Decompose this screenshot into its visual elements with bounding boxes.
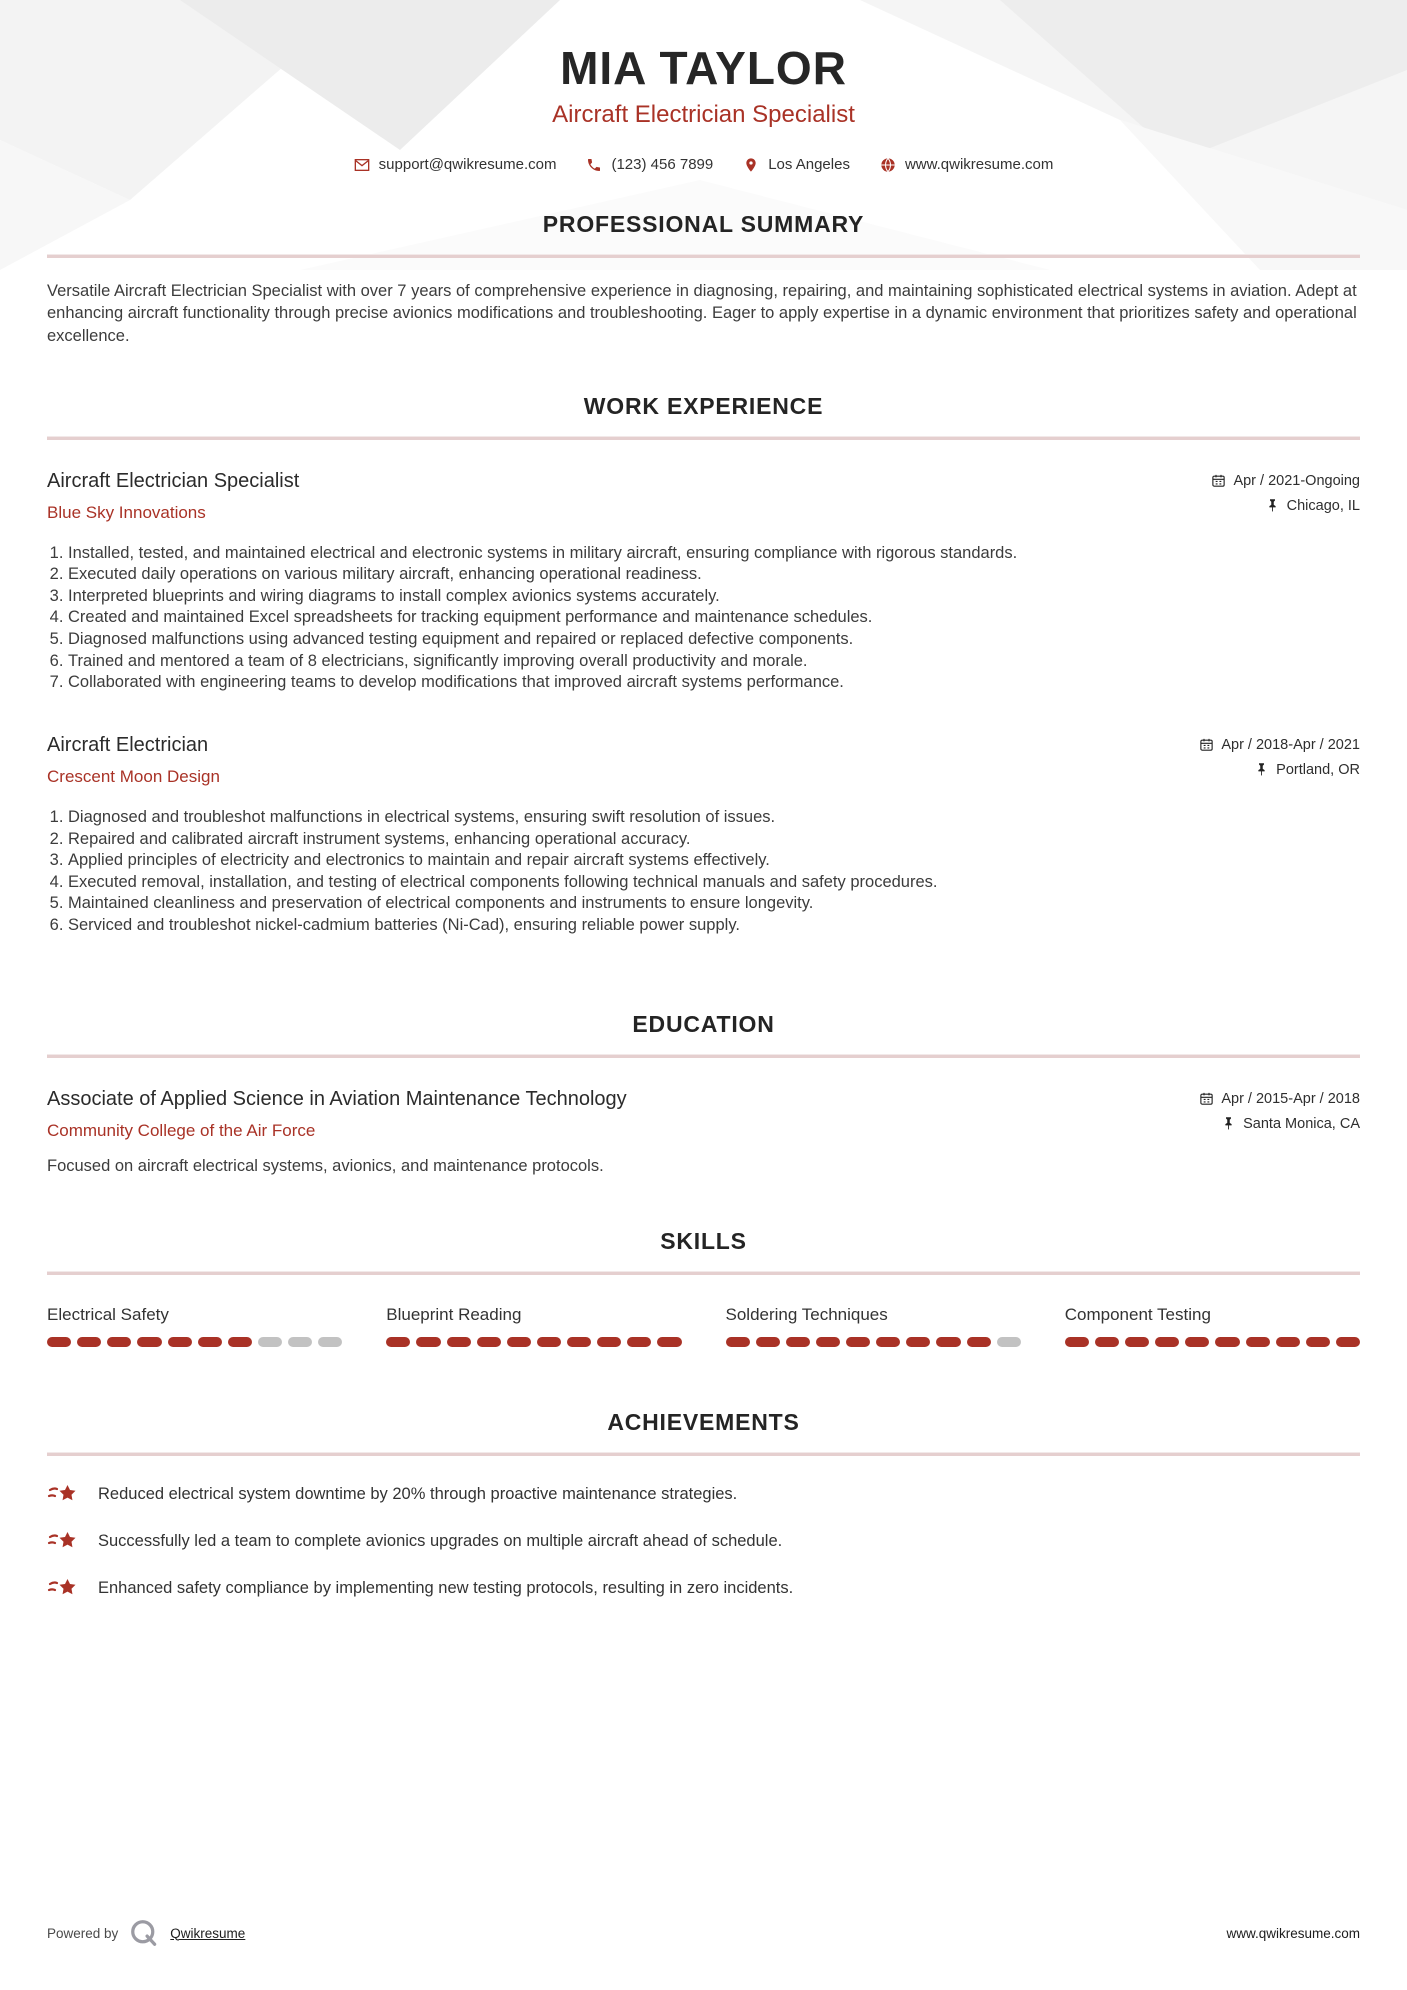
education-entry: [47, 1088, 1360, 1176]
page-footer: [47, 1918, 1360, 1948]
skill-segment-filled: [627, 1337, 651, 1347]
job-1-meta: [1211, 470, 1360, 514]
map-marker-icon: [743, 157, 759, 173]
contact-location: [743, 156, 850, 173]
qwikresume-link[interactable]: Qwikresume: [170, 1925, 246, 1941]
job-location: [1265, 498, 1360, 514]
skill-segment-filled: [1125, 1337, 1149, 1347]
resume-header: [47, 0, 1360, 173]
skill-name: Electrical Safety: [47, 1304, 169, 1324]
job-bullet: 2. Repaired and calibrated aircraft instrument systems, enhancing operational accuracy.: [68, 829, 1360, 851]
skill-segment-filled: [756, 1337, 780, 1347]
education-school: Community College of the Air Force: [47, 1120, 316, 1140]
skill-name: Soldering Techniques: [725, 1304, 888, 1324]
achievement-item: [47, 1482, 1360, 1508]
skill-segment-empty: [288, 1337, 312, 1347]
skill-level-bar: [1065, 1337, 1360, 1347]
skill-segment-filled: [447, 1337, 471, 1347]
contact-phone: [586, 156, 713, 173]
shooting-star-icon: [47, 1529, 79, 1555]
skill-segment-filled: [198, 1337, 222, 1347]
work-heading: WORK EXPERIENCE: [583, 392, 824, 419]
job-entry-1: [47, 470, 1360, 694]
education-dates-text: Apr / 2015-Apr / 2018: [1221, 1090, 1360, 1107]
job-bullet: 6. Trained and mentored a team of 8 electricians, significantly improving overall productivity and morale.: [68, 651, 1360, 673]
skill-segment-filled: [1065, 1337, 1089, 1347]
skill-item-electrical-safety: [47, 1305, 342, 1347]
calendar-icon: [1199, 737, 1214, 752]
skill-segment-filled: [107, 1337, 131, 1347]
contact-email: [354, 156, 557, 173]
job-dates: [1211, 473, 1360, 489]
achievement-item: [47, 1576, 1360, 1602]
job-1-bullets: [47, 543, 1360, 694]
skill-segment-filled: [228, 1337, 252, 1347]
job-bullet: 3. Interpreted blueprints and wiring diagrams to install complex avionics systems accurately.: [68, 586, 1360, 608]
job-title: Aircraft Electrician: [47, 733, 209, 756]
skill-segment-filled: [876, 1337, 900, 1347]
achievements-heading: ACHIEVEMENTS: [607, 1408, 800, 1435]
job-company: Blue Sky Innovations: [47, 502, 206, 522]
calendar-icon: [1199, 1091, 1214, 1106]
skill-segment-empty: [997, 1337, 1021, 1347]
skill-segment-filled: [168, 1337, 192, 1347]
job-bullet: 7. Collaborated with engineering teams to develop modifications that improved aircraft systems performance.: [68, 672, 1360, 694]
job-2-meta: [1199, 734, 1360, 778]
phone-icon: [586, 157, 602, 173]
education-description: Focused on aircraft electrical systems, avionics, and maintenance protocols.: [47, 1156, 604, 1175]
skill-segment-filled: [1306, 1337, 1330, 1347]
skill-segment-filled: [567, 1337, 591, 1347]
education-heading: EDUCATION: [632, 1010, 775, 1037]
achievements-list: [47, 1482, 1360, 1602]
education-degree: Associate of Applied Science in Aviation Maintenance Technology: [47, 1087, 627, 1110]
skill-level-bar: [726, 1337, 1021, 1347]
section-divider: [47, 1271, 1360, 1275]
skill-segment-filled: [137, 1337, 161, 1347]
footer-branding: [47, 1918, 245, 1948]
job-bullet: 1. Installed, tested, and maintained electrical and electronic systems in military aircraft, ensuring compliance with rigorous standards.: [68, 543, 1360, 565]
skill-segment-filled: [597, 1337, 621, 1347]
skill-segment-filled: [846, 1337, 870, 1347]
skill-segment-filled: [657, 1337, 681, 1347]
job-2-bullets: [47, 807, 1360, 937]
skill-segment-filled: [77, 1337, 101, 1347]
skill-segment-filled: [386, 1337, 410, 1347]
job-bullet: 5. Diagnosed malfunctions using advanced testing equipment and repaired or replaced defective components.: [68, 629, 1360, 651]
job-dates: [1199, 737, 1360, 753]
section-skills: [47, 1228, 1360, 1347]
education-location-text: Santa Monica, CA: [1243, 1115, 1360, 1132]
section-education: [47, 1011, 1360, 1176]
skill-segment-filled: [1155, 1337, 1179, 1347]
job-bullet: 2. Executed daily operations on various military aircraft, enhancing operational readiness.: [68, 564, 1360, 586]
section-achievements: [47, 1409, 1360, 1602]
achievement-item: [47, 1529, 1360, 1555]
contact-row: [47, 156, 1360, 173]
skill-segment-filled: [906, 1337, 930, 1347]
education-titles: [47, 1088, 627, 1141]
skill-segment-filled: [1336, 1337, 1360, 1347]
job-dates-text: Apr / 2018-Apr / 2021: [1221, 736, 1360, 753]
skill-segment-filled: [416, 1337, 440, 1347]
section-divider: [47, 1054, 1360, 1058]
calendar-icon: [1211, 473, 1226, 488]
job-1-titles: [47, 470, 299, 523]
skill-segment-filled: [537, 1337, 561, 1347]
skill-segment-filled: [1095, 1337, 1119, 1347]
skill-segment-filled: [1246, 1337, 1270, 1347]
skill-segment-filled: [47, 1337, 71, 1347]
footer-website: www.qwikresume.com: [1226, 1925, 1360, 1941]
section-divider: [47, 1452, 1360, 1456]
summary-heading: PROFESSIONAL SUMMARY: [542, 211, 865, 238]
pushpin-icon: [1265, 498, 1280, 513]
skills-grid: [47, 1305, 1360, 1347]
job-company: Crescent Moon Design: [47, 766, 220, 786]
skill-segment-empty: [258, 1337, 282, 1347]
job-2-titles: [47, 734, 220, 787]
skills-heading: SKILLS: [660, 1227, 747, 1254]
job-location-text: Chicago, IL: [1286, 497, 1360, 514]
candidate-name: MIA TAYLOR: [560, 42, 847, 94]
skill-item-blueprint-reading: [386, 1305, 681, 1347]
skill-segment-filled: [1276, 1337, 1300, 1347]
job-location: [1254, 762, 1360, 778]
job-bullet: 5. Maintained cleanliness and preservation of electrical components and instruments to ensure longevity.: [68, 893, 1360, 915]
job-location-text: Portland, OR: [1276, 761, 1360, 778]
pushpin-icon: [1221, 1116, 1236, 1131]
skill-segment-filled: [1185, 1337, 1209, 1347]
skill-segment-filled: [507, 1337, 531, 1347]
skill-item-soldering-techniques: [726, 1305, 1021, 1347]
job-bullet: 4. Created and maintained Excel spreadsheets for tracking equipment performance and maintenance schedules.: [68, 607, 1360, 629]
skill-segment-filled: [786, 1337, 810, 1347]
skill-segment-filled: [936, 1337, 960, 1347]
skill-segment-filled: [1215, 1337, 1239, 1347]
contact-email-text: support@qwikresume.com: [378, 156, 557, 174]
section-divider: [47, 436, 1360, 440]
job-bullet: 6. Serviced and troubleshot nickel-cadmium batteries (Ni-Cad), ensuring reliable power supply.: [68, 915, 1360, 937]
section-divider: [47, 254, 1360, 258]
section-professional-summary: [47, 211, 1360, 346]
candidate-job-title: Aircraft Electrician Specialist: [552, 101, 855, 129]
job-bullet: 4. Executed removal, installation, and testing of electrical components following technical manuals and safety procedures.: [68, 872, 1360, 894]
skill-item-component-testing: [1065, 1305, 1360, 1347]
skill-segment-filled: [726, 1337, 750, 1347]
achievement-text: Reduced electrical system downtime by 20% through proactive maintenance strategies.: [98, 1485, 738, 1504]
pushpin-icon: [1254, 762, 1269, 777]
skill-name: Component Testing: [1064, 1304, 1211, 1324]
skill-segment-filled: [477, 1337, 501, 1347]
contact-website: [880, 156, 1053, 173]
shooting-star-icon: [47, 1482, 79, 1508]
envelope-icon: [354, 157, 370, 173]
powered-by-label: Powered by: [47, 1925, 119, 1941]
globe-icon: [880, 157, 896, 173]
achievement-text: Successfully led a team to complete avionics upgrades on multiple aircraft ahead of schedule.: [98, 1532, 783, 1551]
contact-phone-text: (123) 456 7899: [611, 156, 714, 174]
qwikresume-logo-icon: [129, 1918, 159, 1948]
job-entry-2: [47, 734, 1360, 937]
contact-website-text: www.qwikresume.com: [904, 156, 1054, 174]
summary-text: Versatile Aircraft Electrician Specialist with over 7 years of comprehensive experience in diagnosing, repairing, and maintaining sophisticated electrical systems in aviation. Adept at enhancing aircraft functionality through precise avionics modifications and troubleshooting. Eager to apply expertise in a dynamic environment that prioritizes safety and operational excellence.: [47, 282, 1357, 345]
education-dates: [1199, 1091, 1360, 1107]
job-bullet: 3. Applied principles of electricity and electronics to maintain and repair aircraft systems effectively.: [68, 850, 1360, 872]
skill-segment-filled: [967, 1337, 991, 1347]
skill-level-bar: [47, 1337, 342, 1347]
skill-name: Blueprint Reading: [386, 1304, 522, 1324]
achievement-text: Enhanced safety compliance by implementing new testing protocols, resulting in zero incidents.: [98, 1579, 794, 1598]
skill-level-bar: [386, 1337, 681, 1347]
skill-segment-empty: [318, 1337, 342, 1347]
education-location: [1221, 1116, 1360, 1132]
section-work-experience: [47, 393, 1360, 937]
job-dates-text: Apr / 2021-Ongoing: [1233, 472, 1360, 489]
education-meta: [1199, 1088, 1360, 1132]
skill-segment-filled: [816, 1337, 840, 1347]
shooting-star-icon: [47, 1576, 79, 1602]
contact-location-text: Los Angeles: [768, 156, 850, 174]
job-title: Aircraft Electrician Specialist: [47, 469, 300, 492]
job-bullet: 1. Diagnosed and troubleshot malfunctions in electrical systems, ensuring swift resolution of issues.: [68, 807, 1360, 829]
